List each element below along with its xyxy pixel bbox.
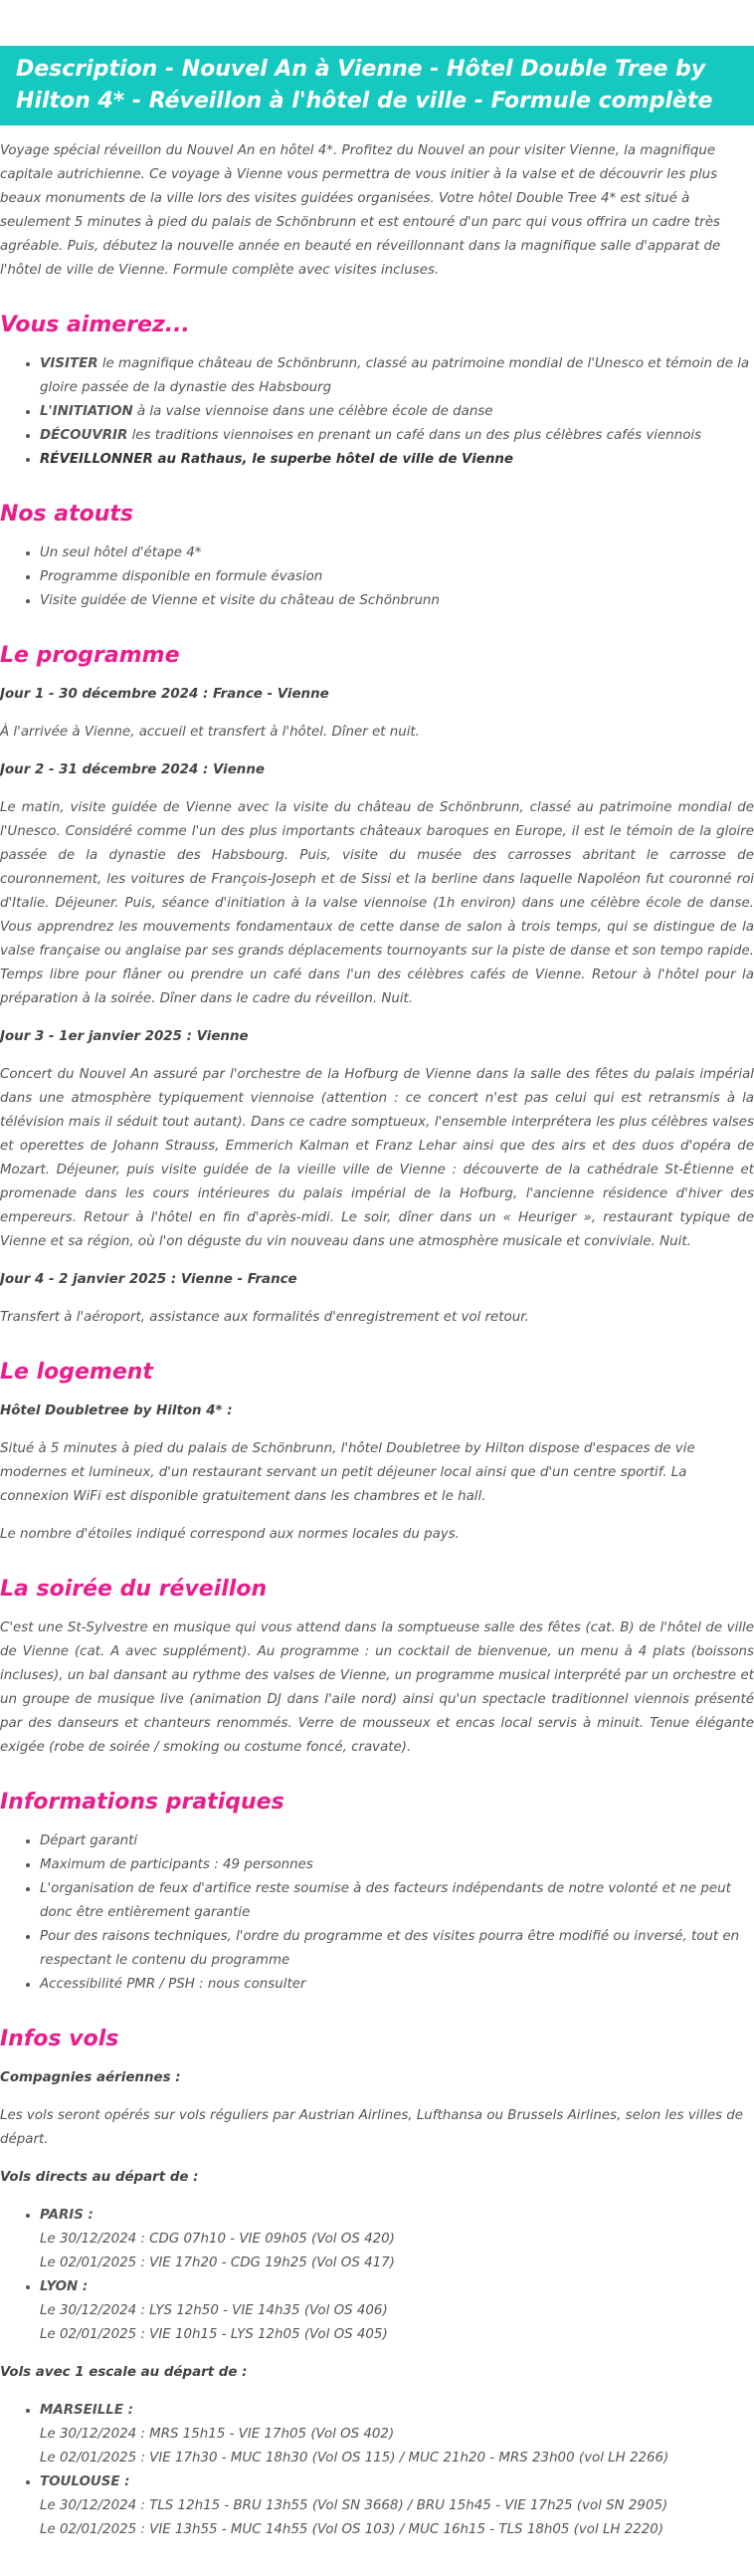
list-item: • Maximum de participants : 49 personnes: [40, 1853, 754, 1877]
soiree-text: C'est une St-Sylvestre en musique qui vous attend dans la somptueuse salle des fêtes (cat. B) de l'hôtel de ville de Vienne (cat. A avec supplément). Au programme : un cocktail de bienvenue, un menu à 4 plats (boissons incluses), un bal dansant au rythme des valses de Vienne, un programme musical interprété par un orchestre et un groupe de musique live (animation DJ dans l'aile nord) ainsi qu'un spectacle traditionnel viennois présenté par des danseurs et chanteurs renommés. Verre de mousseux et encas local servis à minuit. Tenue élégante exigée (robe de soirée / smoking ou costume foncé, cravate).: [0, 1620, 754, 1755]
list-item: • Pour des raisons techniques, l'ordre du programme et des visites pourra être modifié ou inversé, tout en respectant le contenu du programme: [40, 1925, 754, 1973]
section-heading-vols: Infos vols: [0, 2027, 119, 2051]
escale-flights-label: Vols avec 1 escale au départ de :: [0, 2365, 248, 2380]
day-text: Concert du Nouvel An assuré par l'orchestre de la Hofburg de Vienne dans la salle des fêtes du palais impérial dans une atmosphère typiquement viennoise (attention : ce concert n'est pas celui qui est retransmis à la télévision mais il séduit tout autant). Dans ce cadre somptueux, l'ensemble interprétera les plus célèbres valses et operettes de Johann Strauss, Emmerich Kalman et Franz Lehar ainsi que des airs et des duos d'opéra de Mozart. Déjeuner, puis visite guidée de la vieille ville de Vienne : découverte de la cathédrale St-Étienne et promenade dans les cours intérieures du palais impérial de la Hofburg, l'ancienne résidence d'hiver des empereurs. Retour à l'hôtel en fin d'après-midi. Le soir, dîner dans un « Heuriger », restaurant typique de Vienne et sa région, où l'on déguste du vin nouveau dans une atmosphère musicale et conviviale. Nuit.: [0, 1067, 754, 1249]
hotel-description: Situé à 5 minutes à pied du palais de Schönbrunn, l'hôtel Doubletree by Hilton dispose d'espaces de vie modernes et lumineux, d'un restaurant servant un petit déjeuner local ainsi que d'un centre sportif. La connexion WiFi est disponible gratuitement dans les chambres et le hall.: [0, 1441, 695, 1504]
day-text: À l'arrivée à Vienne, accueil et transfert à l'hôtel. Dîner et nuit.: [0, 725, 420, 740]
list-item: • RÉVEILLONNER au Rathaus, le superbe hôtel de ville de Vienne: [40, 448, 754, 472]
direct-flights-label: Vols directs au départ de :: [0, 2170, 199, 2185]
list-item: • PARIS : Le 30/12/2024 : CDG 07h10 - VIE 09h05 (Vol OS 420) Le 02/01/2025 : VIE 17h20 - CDG 19h25 (Vol OS 417): [40, 2204, 754, 2275]
aimerez-list: [0, 352, 754, 472]
atouts-list: [0, 541, 754, 613]
list-item: • LYON : Le 30/12/2024 : LYS 12h50 - VIE 14h35 (Vol OS 406) Le 02/01/2025 : VIE 10h15 - LYS 12h05 (Vol OS 405): [40, 2275, 754, 2347]
day-title: Jour 3 - 1er janvier 2025 : Vienne: [0, 1029, 249, 1044]
day-title: Jour 1 - 30 décembre 2024 : France - Vienne: [0, 687, 329, 702]
companies-label: Compagnies aériennes :: [0, 2070, 181, 2085]
title-banner: [0, 46, 754, 125]
intro-paragraph: Voyage spécial réveillon du Nouvel An en hôtel 4*. Profitez du Nouvel an pour visiter Vienne, la magnifique capitale autrichienne. Ce voyage à Vienne vous permettra de vous initier à la valse et de découvrir les plus beaux monuments de la ville lors des visites guidées organisées. Votre hôtel Double Tree 4* est situé à seulement 5 minutes à pied du palais de Schönbrunn et est entouré d'un parc qui vous offrira un cadre très agréable. Puis, débutez la nouvelle année en beauté en réveillonnant dans la magnifique salle d'apparat de l'hôtel de ville de Vienne. Formule complète avec visites incluses.: [0, 143, 721, 278]
stars-note: Le nombre d'étoiles indiqué correspond aux normes locales du pays.: [0, 1527, 460, 1542]
list-item: • Un seul hôtel d'étape 4*: [40, 541, 754, 565]
direct-flights-list: [0, 2204, 754, 2347]
list-item: • VISITER le magnifique château de Schönbrunn, classé au patrimoine mondial de l'Unesco et témoin de la gloire passée de la dynastie des Habsbourg: [40, 352, 754, 400]
section-heading-aimerez: Vous aimerez...: [0, 313, 190, 337]
day-title: Jour 2 - 31 décembre 2024 : Vienne: [0, 762, 265, 777]
list-item: • Programme disponible en formule évasion: [40, 565, 754, 589]
list-item: • TOULOUSE : Le 30/12/2024 : TLS 12h15 - BRU 13h55 (Vol SN 3668) / BRU 15h45 - VIE 17h25 (vol SN 2905) Le 02/01/2025 : VIE 13h55 - MUC 14h55 (Vol OS 103) / MUC 16h15 - TLS 18h05 (vol LH 2220): [40, 2470, 754, 2542]
escale-flights-list: [0, 2399, 754, 2542]
list-item: • Départ garanti: [40, 1829, 754, 1853]
hotel-name: Hôtel Doubletree by Hilton 4* :: [0, 1403, 233, 1418]
section-heading-logement: Le logement: [0, 1360, 153, 1385]
day-text: Transfert à l'aéroport, assistance aux formalités d'enregistrement et vol retour.: [0, 1310, 529, 1325]
section-heading-atouts: Nos atouts: [0, 502, 134, 527]
companies-text: Les vols seront opérés sur vols réguliers par Austrian Airlines, Lufthansa ou Brussels Airlines, selon les villes de départ.: [0, 2108, 744, 2147]
infos-list: [0, 1829, 754, 1997]
list-item: • DÉCOUVRIR les traditions viennoises en prenant un café dans un des plus célèbres cafés viennois: [40, 424, 754, 448]
list-item: • L'organisation de feux d'artifice reste soumise à des facteurs indépendants de notre volonté et ne peut donc être entièrement garantie: [40, 1877, 754, 1925]
page-title: Description - Nouvel An à Vienne - Hôtel Double Tree by Hilton 4* - Réveillon à l'hôtel de ville - Formule complète: [16, 57, 713, 113]
day-text: Le matin, visite guidée de Vienne avec la visite du château de Schönbrunn, classé au patrimoine mondial de l'Unesco. Considéré comme l'un des plus importants châteaux baroques en Europe, il est le témoin de la gloire passée de la dynastie des Habsbourg. Puis, visite du musée des carrosses abritant le carrosse de couronnement, les voitures de François-Joseph et de Sissi et la berline dans laquelle Napoléon fut couronné roi d'Italie. Déjeuner. Puis, séance d'initiation à la valse viennoise (1h environ) dans une célèbre école de danse. Vous apprendrez les mouvements fondamentaux de cette danse de salon à trois temps, qui se distingue de la valse française ou anglaise par ses grands déplacements tournoyants sur la piste de danse et son tempo rapide. Temps libre pour flâner ou prendre un café dans l'un des célèbres cafés de Vienne. Retour à l'hôtel pour la préparation à la soirée. Dîner dans le cadre du réveillon. Nuit.: [0, 800, 754, 1006]
section-heading-infos: Informations pratiques: [0, 1790, 284, 1815]
list-item: • MARSEILLE : Le 30/12/2024 : MRS 15h15 - VIE 17h05 (Vol OS 402) Le 02/01/2025 : VIE 17h30 - MUC 18h30 (Vol OS 115) / MUC 21h20 - MRS 23h00 (vol LH 2266): [40, 2399, 754, 2470]
list-item: • Accessibilité PMR / PSH : nous consulter: [40, 1973, 754, 1997]
section-heading-soiree: La soirée du réveillon: [0, 1577, 268, 1602]
section-heading-programme: Le programme: [0, 643, 180, 668]
list-item: • Visite guidée de Vienne et visite du château de Schönbrunn: [40, 589, 754, 613]
day-title: Jour 4 - 2 janvier 2025 : Vienne - France: [0, 1272, 297, 1287]
list-item: • L'INITIATION à la valse viennoise dans une célèbre école de danse: [40, 400, 754, 424]
